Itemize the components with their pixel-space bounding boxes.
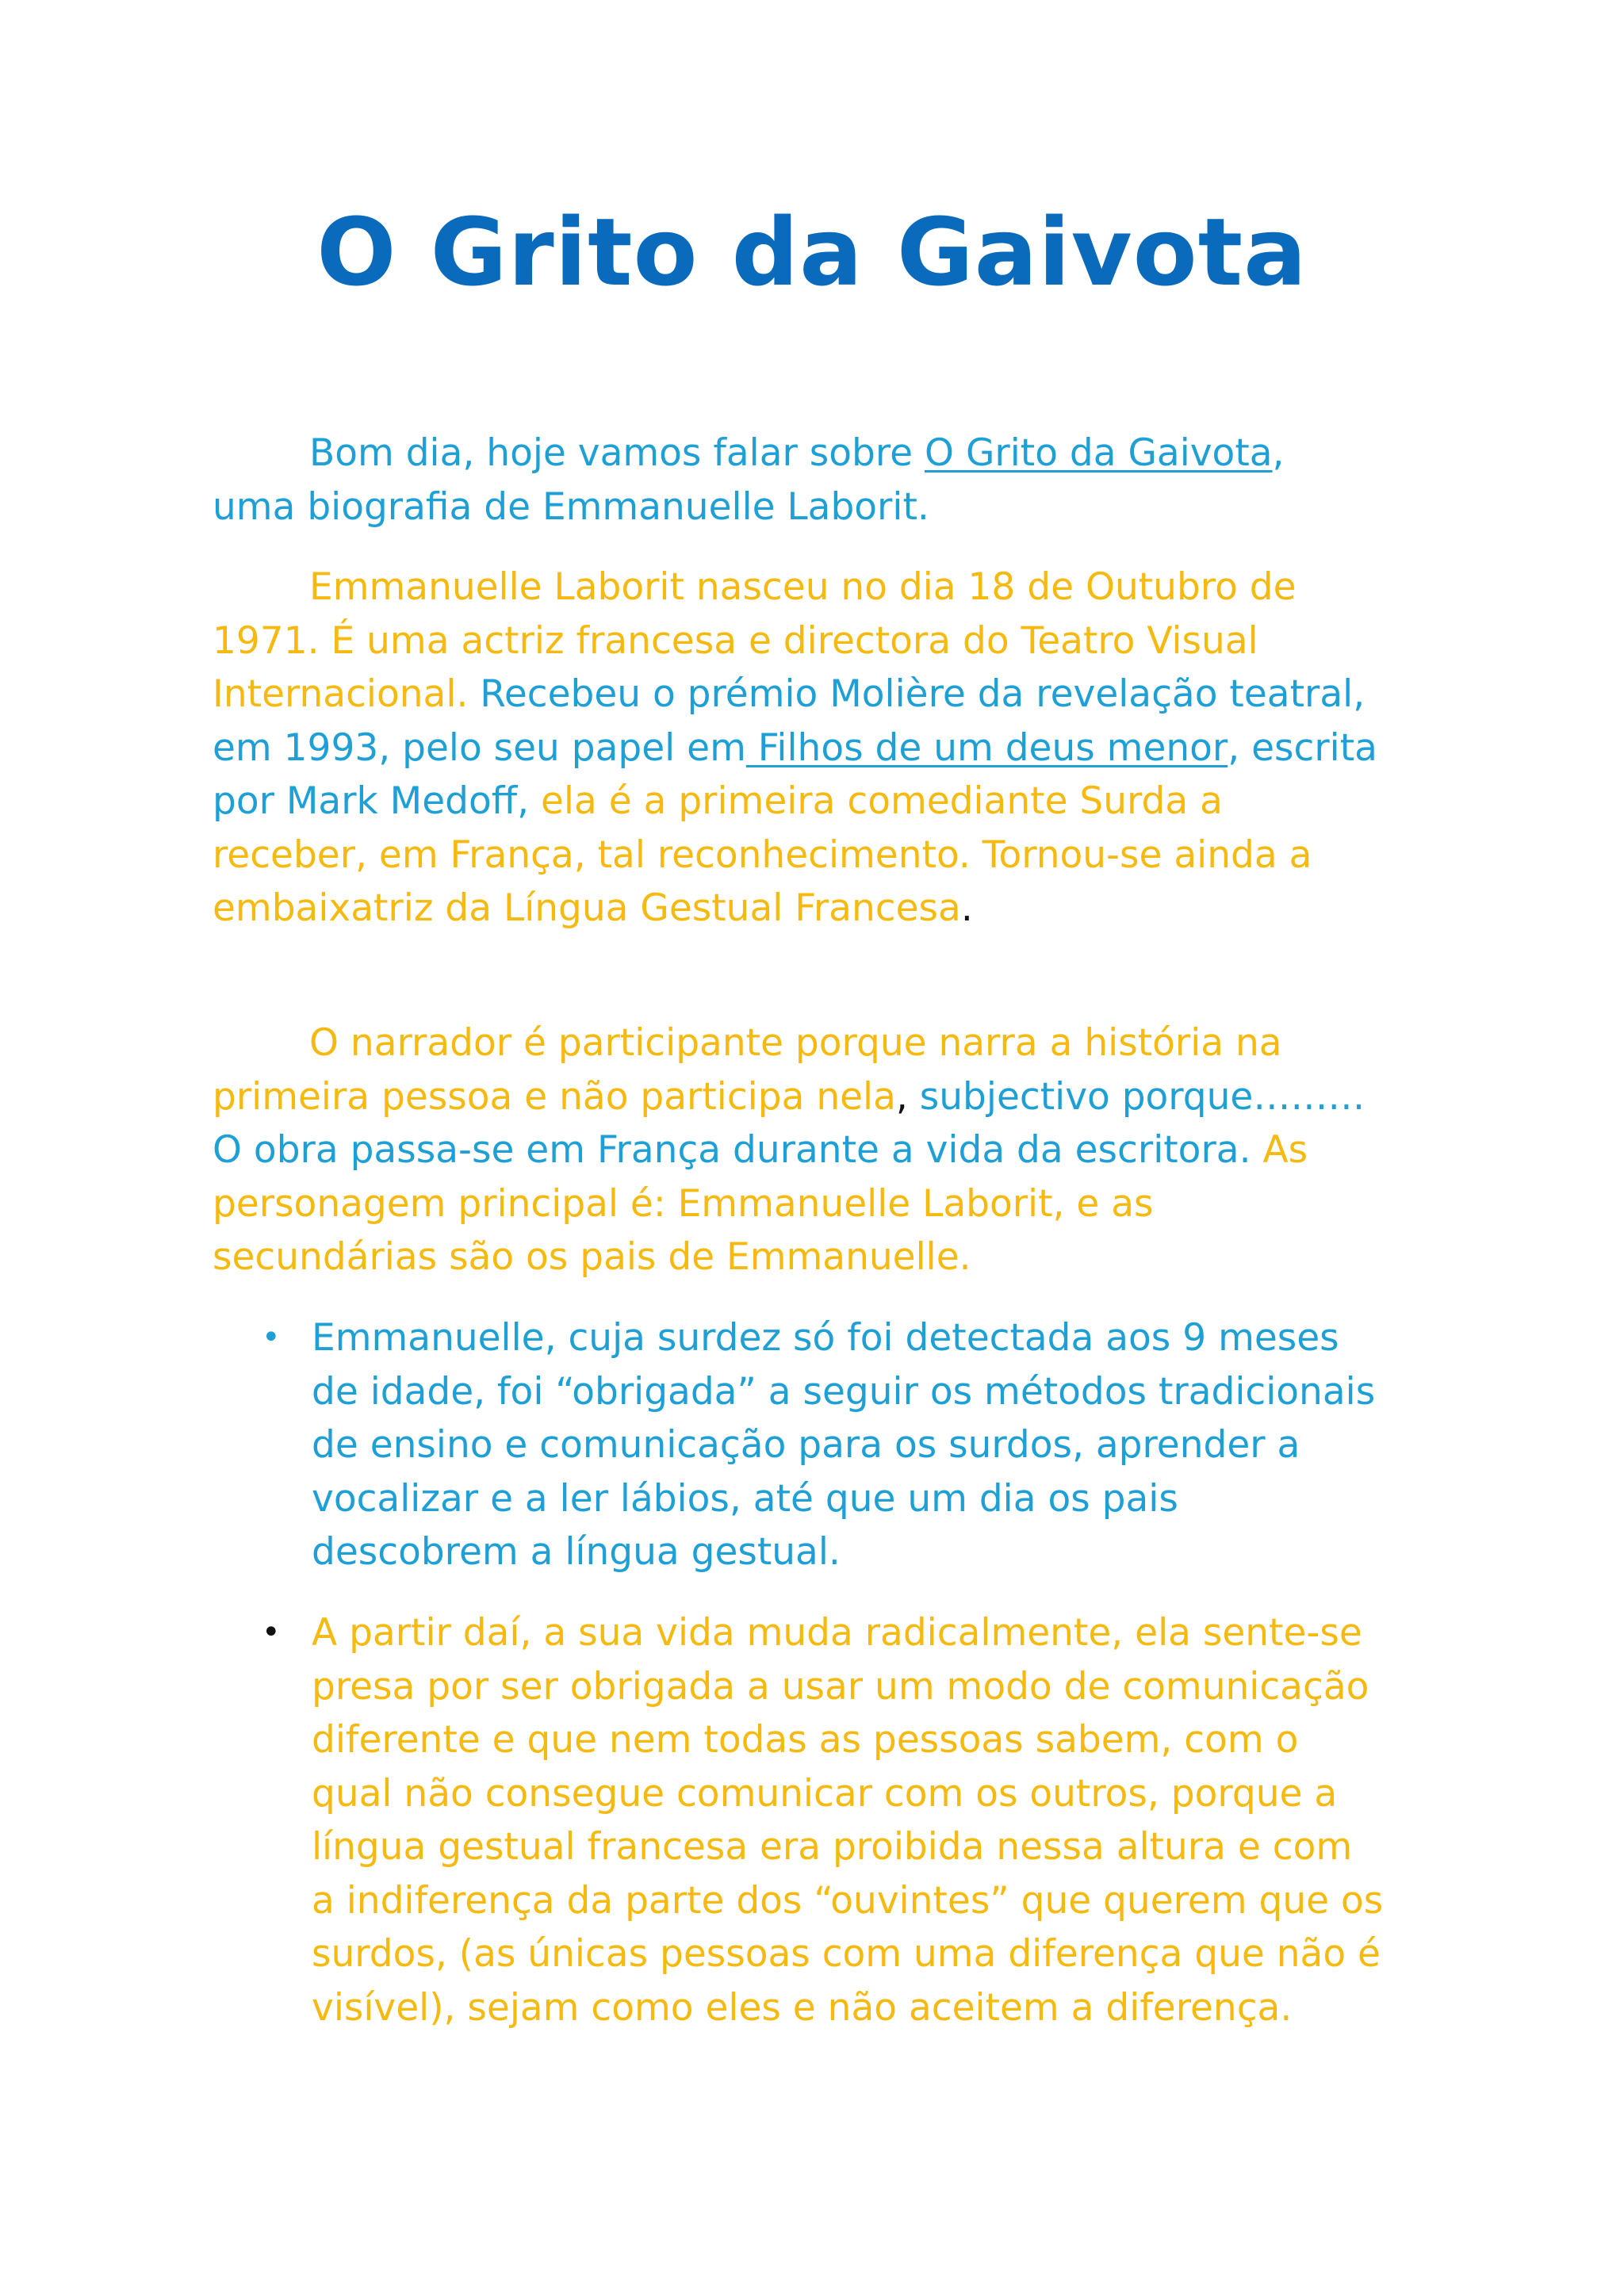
narrator-type: O narrador é participante porque narra a história na primeira pessoa e não participa nela: [213, 1021, 1282, 1119]
bullet-list-2: [213, 1606, 1386, 2034]
bullet-text: A partir daí, a sua vida muda radicalmente, ela sente-se presa por ser obrigada a usar um modo de comunicação diferente e que nem todas as pessoas sabem, com o qual não consegue comunicar com os outros, porque a língua gestual francesa era proibida nessa altura e com a indiferença da parte dos “ouvintes” que querem que os surdos, (as únicas pessoas com uma diferença que não é visível), sejam como eles e não aceitem a diferença.: [312, 1611, 1384, 2030]
intro-text-end: uma biografia de Emmanuelle Laborit.: [213, 484, 929, 529]
page-title: O Grito da Gaivota: [316, 197, 1308, 307]
narrator-characters: As personagem principal é: Emmanuelle Laborit, e as secundárias são os pais de Emmanuelle.: [213, 1128, 1308, 1279]
bullet-text: Emmanuelle, cuja surdez só foi detectada aos 9 meses de idade, foi “obrigada” a seguir os métodos tradicionais de ensino e comunicação para os surdos, aprender a vocalizar e a ler lábios, até que um dia os pais descobrem a língua gestual.: [312, 1316, 1376, 1574]
biography-text: [213, 561, 1386, 936]
paragraph-intro: [213, 427, 1386, 534]
intro-text-start: Bom dia, hoje vamos falar sobre: [309, 431, 925, 475]
bullet-marker: •: [262, 1319, 281, 1356]
paragraph-narrator: [213, 1016, 1386, 1284]
bullet-marker: •: [262, 1614, 281, 1651]
intro-text: [213, 427, 1386, 534]
biography-birth: Emmanuelle Laborit nasceu no dia 18 de Outubro de 1971. É uma actriz francesa e directora do Teatro Visual Internacional.: [213, 565, 1297, 716]
narrator-setting: subjectivo porque……… O obra passa-se em França durante a vida da escritora.: [213, 1074, 1365, 1172]
bullet-list-1: [213, 1311, 1386, 1579]
biography-recognition: ela é a primeira comediante Surda a receber, em França, tal reconhecimento. Tornou-se ainda a embaixatriz da Língua Gestual Francesa: [213, 779, 1312, 930]
biography-author: , escrita por Mark Medoff,: [213, 725, 1377, 823]
list-item: [213, 1606, 1386, 2034]
biography-award: Recebeu o prémio Molière da revelação teatral, em 1993, pelo seu papel em: [213, 672, 1365, 770]
narrator-comma: ,: [895, 1074, 908, 1119]
narrator-text: [213, 1016, 1386, 1284]
play-title-link[interactable]: Filhos de um deus menor: [745, 725, 1228, 770]
paragraph-biography: [213, 561, 1386, 936]
book-title-link[interactable]: O Grito da Gaivota: [925, 431, 1273, 475]
biography-period: .: [960, 886, 973, 930]
intro-comma: ,: [1272, 431, 1285, 475]
list-item: [213, 1311, 1386, 1579]
